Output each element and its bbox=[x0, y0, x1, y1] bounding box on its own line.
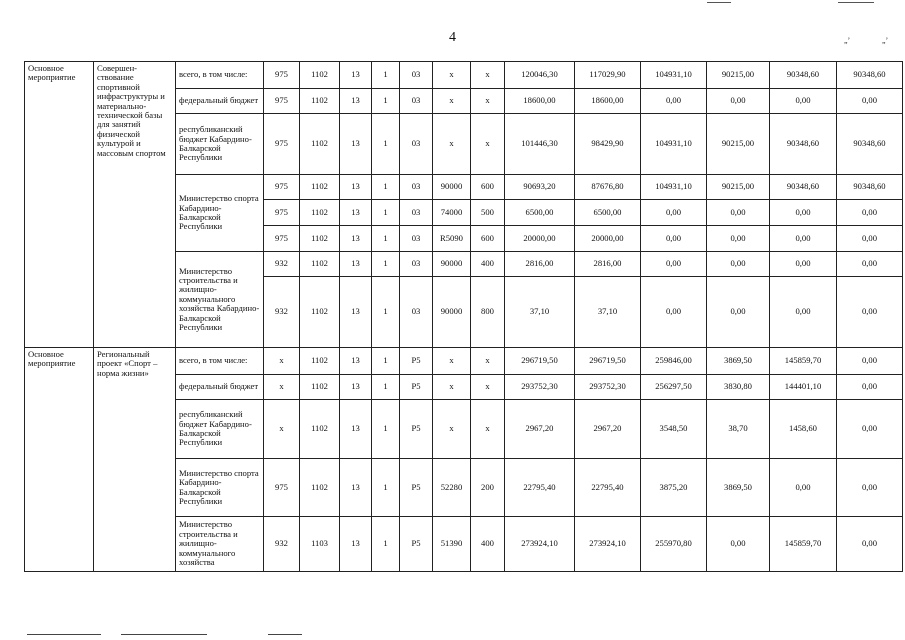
value-cell: 259846,00 bbox=[641, 348, 707, 375]
value-cell: 87676,80 bbox=[575, 175, 641, 200]
value-cell: 20000,00 bbox=[505, 226, 575, 252]
value-cell: 1 bbox=[372, 400, 400, 459]
value-cell: 13 bbox=[340, 89, 372, 114]
value-cell: 3830,80 bbox=[707, 375, 770, 400]
value-cell: 13 bbox=[340, 62, 372, 89]
value-cell: 1 bbox=[372, 375, 400, 400]
value-cell: 800 bbox=[471, 277, 505, 348]
value-cell: 1102 bbox=[300, 175, 340, 200]
value-cell: 2816,00 bbox=[505, 252, 575, 277]
value-cell: 975 bbox=[264, 114, 300, 175]
value-cell: 255970,80 bbox=[641, 517, 707, 572]
value-cell: x bbox=[433, 375, 471, 400]
value-cell: 90693,20 bbox=[505, 175, 575, 200]
value-cell: 256297,50 bbox=[641, 375, 707, 400]
value-cell: 200 bbox=[471, 459, 505, 517]
value-cell: 104931,10 bbox=[641, 175, 707, 200]
measure-name-cell: Региональный проект «Спорт – норма жизни» bbox=[94, 348, 176, 572]
value-cell: 975 bbox=[264, 62, 300, 89]
value-cell: 1102 bbox=[300, 114, 340, 175]
value-cell: 03 bbox=[400, 277, 433, 348]
value-cell: 600 bbox=[471, 175, 505, 200]
value-cell: 03 bbox=[400, 89, 433, 114]
value-cell: x bbox=[433, 114, 471, 175]
value-cell: x bbox=[433, 62, 471, 89]
value-cell: 400 bbox=[471, 252, 505, 277]
value-cell: 273924,10 bbox=[575, 517, 641, 572]
value-cell: 932 bbox=[264, 517, 300, 572]
value-cell: x bbox=[471, 400, 505, 459]
value-cell: 13 bbox=[340, 375, 372, 400]
funding-source-cell: республиканский бюджет Кабардино-Балкарской Республики bbox=[176, 114, 264, 175]
corner-mark: „’ bbox=[844, 36, 851, 45]
value-cell: 0,00 bbox=[707, 277, 770, 348]
bottom-rule-3 bbox=[268, 634, 302, 635]
value-cell: 37,10 bbox=[505, 277, 575, 348]
value-cell: 975 bbox=[264, 175, 300, 200]
table-row bbox=[25, 348, 903, 375]
funding-source-cell: Министерство спорта Кабардино-Балкарской Республики bbox=[176, 459, 264, 517]
value-cell: 0,00 bbox=[770, 226, 837, 252]
value-cell: 22795,40 bbox=[505, 459, 575, 517]
value-cell: 13 bbox=[340, 517, 372, 572]
value-cell: 0,00 bbox=[837, 252, 903, 277]
funding-source-cell: всего, в том числе: bbox=[176, 348, 264, 375]
value-cell: 0,00 bbox=[837, 459, 903, 517]
value-cell: 144401,10 bbox=[770, 375, 837, 400]
value-cell: 22795,40 bbox=[575, 459, 641, 517]
value-cell: x bbox=[433, 400, 471, 459]
value-cell: 3869,50 bbox=[707, 348, 770, 375]
value-cell: R5090 bbox=[433, 226, 471, 252]
value-cell: 2816,00 bbox=[575, 252, 641, 277]
value-cell: 0,00 bbox=[707, 200, 770, 226]
value-cell: 51390 bbox=[433, 517, 471, 572]
value-cell: 104931,10 bbox=[641, 62, 707, 89]
value-cell: 98429,90 bbox=[575, 114, 641, 175]
budget-table bbox=[24, 61, 903, 572]
value-cell: 1102 bbox=[300, 277, 340, 348]
value-cell: 03 bbox=[400, 62, 433, 89]
value-cell: 1 bbox=[372, 252, 400, 277]
value-cell: 0,00 bbox=[770, 277, 837, 348]
value-cell: 03 bbox=[400, 200, 433, 226]
value-cell: 0,00 bbox=[770, 252, 837, 277]
value-cell: 1102 bbox=[300, 226, 340, 252]
value-cell: 101446,30 bbox=[505, 114, 575, 175]
value-cell: 03 bbox=[400, 226, 433, 252]
value-cell: 0,00 bbox=[837, 400, 903, 459]
value-cell: 90348,60 bbox=[837, 175, 903, 200]
value-cell: 120046,30 bbox=[505, 62, 575, 89]
value-cell: 90000 bbox=[433, 252, 471, 277]
value-cell: 13 bbox=[340, 400, 372, 459]
value-cell: 500 bbox=[471, 200, 505, 226]
bottom-rule-1 bbox=[27, 634, 101, 635]
value-cell: 38,70 bbox=[707, 400, 770, 459]
value-cell: 0,00 bbox=[707, 517, 770, 572]
value-cell: x bbox=[264, 348, 300, 375]
value-cell: 117029,90 bbox=[575, 62, 641, 89]
value-cell: 1 bbox=[372, 175, 400, 200]
value-cell: 90000 bbox=[433, 277, 471, 348]
value-cell: 0,00 bbox=[837, 89, 903, 114]
value-cell: 3548,50 bbox=[641, 400, 707, 459]
value-cell: 0,00 bbox=[770, 200, 837, 226]
value-cell: 0,00 bbox=[641, 226, 707, 252]
value-cell: x bbox=[264, 375, 300, 400]
value-cell: 104931,10 bbox=[641, 114, 707, 175]
value-cell: x bbox=[433, 89, 471, 114]
value-cell: 13 bbox=[340, 348, 372, 375]
value-cell: 273924,10 bbox=[505, 517, 575, 572]
value-cell: x bbox=[471, 114, 505, 175]
value-cell: 90348,60 bbox=[837, 114, 903, 175]
value-cell: 0,00 bbox=[707, 226, 770, 252]
value-cell: 1102 bbox=[300, 459, 340, 517]
value-cell: 296719,50 bbox=[575, 348, 641, 375]
value-cell: 0,00 bbox=[641, 200, 707, 226]
value-cell: x bbox=[471, 62, 505, 89]
value-cell: 18600,00 bbox=[575, 89, 641, 114]
value-cell: 52280 bbox=[433, 459, 471, 517]
value-cell: 13 bbox=[340, 252, 372, 277]
value-cell: 03 bbox=[400, 114, 433, 175]
top-rule-2 bbox=[838, 2, 874, 3]
value-cell: 1102 bbox=[300, 400, 340, 459]
value-cell: 90215,00 bbox=[707, 62, 770, 89]
measure-type-cell: Основное мероприятие bbox=[25, 348, 94, 572]
value-cell: x bbox=[471, 375, 505, 400]
funding-source-cell: республиканский бюджет Кабардино-Балкарской Республики bbox=[176, 400, 264, 459]
value-cell: 13 bbox=[340, 277, 372, 348]
value-cell: 1103 bbox=[300, 517, 340, 572]
value-cell: P5 bbox=[400, 400, 433, 459]
value-cell: 0,00 bbox=[707, 252, 770, 277]
value-cell: 13 bbox=[340, 175, 372, 200]
page-number: 4 bbox=[449, 30, 456, 45]
value-cell: 90215,00 bbox=[707, 114, 770, 175]
value-cell: 1 bbox=[372, 62, 400, 89]
funding-source-cell: федеральный бюджет bbox=[176, 89, 264, 114]
value-cell: 90348,60 bbox=[770, 114, 837, 175]
value-cell: 400 bbox=[471, 517, 505, 572]
value-cell: 0,00 bbox=[641, 277, 707, 348]
measure-name-cell: Совершен-ствование спортивной инфраструктуры и материально-технической базы для занятий физической культурой и массовым спортом bbox=[94, 62, 176, 348]
value-cell: 932 bbox=[264, 277, 300, 348]
value-cell: 0,00 bbox=[837, 226, 903, 252]
value-cell: 1 bbox=[372, 226, 400, 252]
value-cell: x bbox=[471, 348, 505, 375]
value-cell: 0,00 bbox=[837, 517, 903, 572]
value-cell: 1 bbox=[372, 459, 400, 517]
value-cell: 90000 bbox=[433, 175, 471, 200]
value-cell: 932 bbox=[264, 252, 300, 277]
funding-source-cell: Министерство строительства и жилищно-коммунального хозяйства Кабардино-Балкарской Республики bbox=[176, 252, 264, 348]
value-cell: 3875,20 bbox=[641, 459, 707, 517]
value-cell: 975 bbox=[264, 89, 300, 114]
funding-source-cell: всего, в том числе: bbox=[176, 62, 264, 89]
value-cell: 293752,30 bbox=[505, 375, 575, 400]
table-body bbox=[25, 62, 903, 572]
value-cell: x bbox=[264, 400, 300, 459]
value-cell: 0,00 bbox=[707, 89, 770, 114]
table-row bbox=[25, 62, 903, 89]
value-cell: 2967,20 bbox=[575, 400, 641, 459]
value-cell: 1458,60 bbox=[770, 400, 837, 459]
value-cell: 0,00 bbox=[770, 89, 837, 114]
value-cell: 296719,50 bbox=[505, 348, 575, 375]
value-cell: 0,00 bbox=[837, 277, 903, 348]
value-cell: 0,00 bbox=[641, 252, 707, 277]
value-cell: 975 bbox=[264, 200, 300, 226]
value-cell: P5 bbox=[400, 375, 433, 400]
measure-type-cell: Основное мероприятие bbox=[25, 62, 94, 348]
value-cell: 1 bbox=[372, 200, 400, 226]
value-cell: 03 bbox=[400, 252, 433, 277]
value-cell: 6500,00 bbox=[575, 200, 641, 226]
value-cell: x bbox=[471, 89, 505, 114]
value-cell: 74000 bbox=[433, 200, 471, 226]
value-cell: 1 bbox=[372, 277, 400, 348]
value-cell: 90348,60 bbox=[837, 62, 903, 89]
value-cell: 6500,00 bbox=[505, 200, 575, 226]
funding-source-cell: федеральный бюджет bbox=[176, 375, 264, 400]
value-cell: 975 bbox=[264, 459, 300, 517]
value-cell: P5 bbox=[400, 517, 433, 572]
value-cell: 1 bbox=[372, 517, 400, 572]
value-cell: 1 bbox=[372, 114, 400, 175]
bottom-rule-2 bbox=[121, 634, 207, 635]
value-cell: 293752,30 bbox=[575, 375, 641, 400]
value-cell: 13 bbox=[340, 200, 372, 226]
value-cell: 1102 bbox=[300, 348, 340, 375]
value-cell: 13 bbox=[340, 114, 372, 175]
value-cell: 13 bbox=[340, 226, 372, 252]
value-cell: 2967,20 bbox=[505, 400, 575, 459]
value-cell: 0,00 bbox=[837, 200, 903, 226]
value-cell: 90348,60 bbox=[770, 175, 837, 200]
funding-source-cell: Министерство спорта Кабардино-Балкарской Республики bbox=[176, 175, 264, 252]
value-cell: 1102 bbox=[300, 89, 340, 114]
value-cell: 600 bbox=[471, 226, 505, 252]
value-cell: 37,10 bbox=[575, 277, 641, 348]
value-cell: 90215,00 bbox=[707, 175, 770, 200]
value-cell: 1 bbox=[372, 348, 400, 375]
value-cell: 1102 bbox=[300, 200, 340, 226]
value-cell: 18600,00 bbox=[505, 89, 575, 114]
value-cell: 0,00 bbox=[837, 348, 903, 375]
value-cell: x bbox=[433, 348, 471, 375]
top-rule-1 bbox=[707, 2, 731, 3]
value-cell: 13 bbox=[340, 459, 372, 517]
value-cell: 1 bbox=[372, 89, 400, 114]
funding-source-cell: Министерство строительства и жилищно-коммунального хозяйства bbox=[176, 517, 264, 572]
value-cell: 975 bbox=[264, 226, 300, 252]
value-cell: 145859,70 bbox=[770, 348, 837, 375]
value-cell: 03 bbox=[400, 175, 433, 200]
value-cell: 90348,60 bbox=[770, 62, 837, 89]
corner-mark: „’ bbox=[882, 36, 889, 45]
value-cell: 1102 bbox=[300, 62, 340, 89]
value-cell: 0,00 bbox=[837, 375, 903, 400]
value-cell: 0,00 bbox=[770, 459, 837, 517]
value-cell: 145859,70 bbox=[770, 517, 837, 572]
value-cell: P5 bbox=[400, 459, 433, 517]
value-cell: 0,00 bbox=[641, 89, 707, 114]
value-cell: 1102 bbox=[300, 375, 340, 400]
value-cell: 3869,50 bbox=[707, 459, 770, 517]
value-cell: 1102 bbox=[300, 252, 340, 277]
value-cell: 20000,00 bbox=[575, 226, 641, 252]
value-cell: P5 bbox=[400, 348, 433, 375]
